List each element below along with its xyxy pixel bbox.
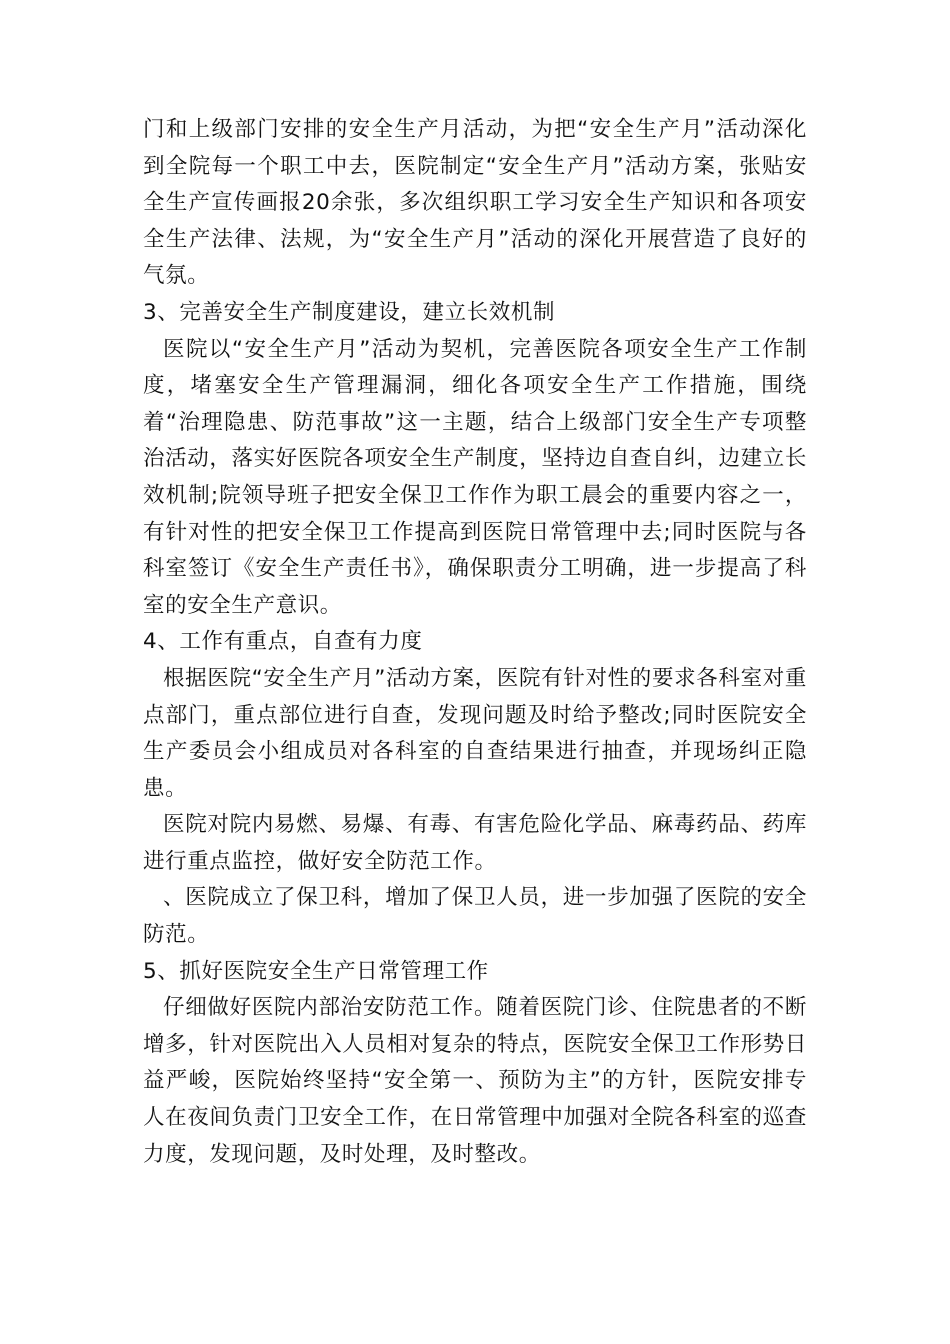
paragraph-security-department: 、医院成立了保卫科，增加了保卫人员，进一步加强了医院的安全防范。 [143,885,807,948]
section-heading-5: 5、抓好医院安全生产日常管理工作 [143,958,489,984]
section-heading-3: 3、完善安全生产制度建设，建立长效机制 [143,299,556,325]
section-heading-4: 4、工作有重点，自查有力度 [143,629,423,655]
paragraph-self-inspection: 根据医院“安全生产月”活动方案，医院有针对性的要求各科室对重点部门，重点部位进行自查，发现问题及时给予整改;同时医院安全生产委员会小组成员对各科室的自查结果进行抽查，并现场纠正隐患。 [143,665,807,801]
paragraph-hazard-monitoring: 医院对院内易燃、易爆、有毒、有害危险化学品、麻毒药品、药库进行重点监控，做好安全防范工作。 [143,812,807,874]
paragraph-daily-management: 仔细做好医院内部治安防范工作。随着医院门诊、住院患者的不断增多，针对医院出入人员相对复杂的特点，医院安全保卫工作形势日益严峻，医院始终坚持“安全第一、预防为主”的方针，医院安排专人在夜间负责门卫安全工作，在日常管理中加强对全院各科室的巡查力度，发现问题，及时处理，及时整改。 [143,995,807,1167]
document-body [143,112,807,1173]
paragraph-safety-month-activities: 门和上级部门安排的安全生产月活动，为把“安全生产月”活动深化到全院每一个职工中去，医院制定“安全生产月”活动方案，张贴安全生产宣传画报20余张，多次组织职工学习安全生产知识和各项安全生产法律、法规，为“安全生产月”活动的深化开展营造了良好的气氛。 [143,117,807,289]
paragraph-safety-system: 医院以“安全生产月”活动为契机，完善医院各项安全生产工作制度，堵塞安全生产管理漏洞，细化各项安全生产工作措施，围绕着“治理隐患、防范事故”这一主题，结合上级部门安全生产专项整治活动，落实好医院各项安全生产制度，坚持边自查自纠，边建立长效机制;院领导班子把安全保卫工作作为职工晨会的重要内容之一，有针对性的把安全保卫工作提高到医院日常管理中去;同时医院与各科室签订《安全生产责任书》，确保职责分工明确，进一步提高了科室的安全生产意识。 [143,336,807,618]
